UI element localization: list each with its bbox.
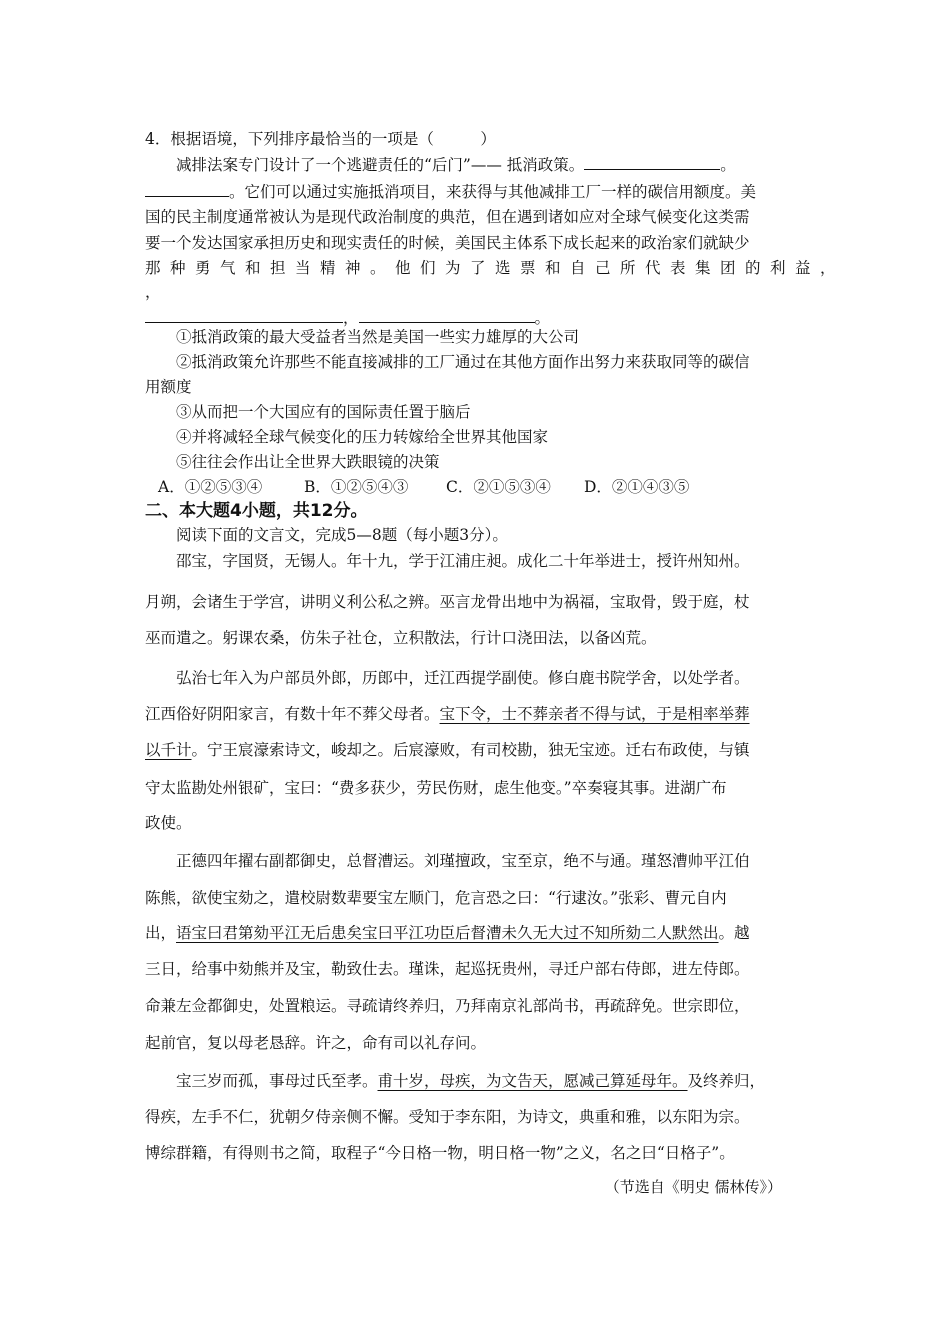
classical-text-line: 博综群籍，有得则书之简，取程子“今日格一物，明日格一物”之义，名之曰“日格子”。 [145, 1144, 735, 1162]
classical-text-line: 正德四年擢右副都御史，总督漕运。刘瑾擅政，宝至京，绝不与通。瑾怒漕帅平江伯 [176, 852, 750, 870]
section-heading: 二、本大题4小题，共12分。 [145, 501, 368, 521]
answer-blank[interactable] [145, 180, 229, 197]
passage-text: 宝三岁而孤，事母过氏至孝。 [176, 1072, 378, 1090]
classical-text-line [145, 922, 810, 944]
underlined-sentence: 甫十岁，母疾，为文告天，愿减己算延母年。 [377, 1072, 688, 1090]
underlined-sentence: 宝下令，士不葬亲者不得与试，于是相率举葬 [439, 705, 750, 723]
sentence-item: 用额度 [145, 378, 192, 396]
section-instruction: 阅读下面的文言文，完成5—8题（每小题3分）。 [176, 526, 508, 544]
classical-text-line [145, 739, 810, 761]
classical-text-line: 陈熊，欲使宝劾之，遣校尉数辈要宝左顺门，危言恐之曰：“行逮汝。”张彩、曹元自内 [145, 889, 727, 907]
classical-text-line: 起前官，复以母老恳辞。许之，命有司以礼存问。 [145, 1034, 487, 1052]
classical-text-line: 守太监勘处州银矿，宝曰：“费多获少，劳民伤财，虑生他变。”卒奏寝其事。进湖广布 [145, 779, 727, 797]
classical-text-line [176, 1070, 810, 1092]
question-4-prompt: 4．根据语境，下列排序最恰当的一项是（ ） [145, 130, 496, 148]
classical-text-line [145, 703, 810, 725]
passage-line [145, 180, 810, 203]
passage-text: 。它们可以通过实施抵消项目，来获得与其他减排工厂一样的碳信用额度。美 [229, 183, 757, 201]
passage-text: 减排法案专门设计了一个逃避责任的“后门”—— 抵消政策。 [176, 156, 585, 174]
classical-text-line: 邵宝，字国贤，无锡人。年十九，学于江浦庄昶。成化二十年举进士，授许州知州。 [176, 552, 750, 570]
passage-line [176, 153, 810, 176]
answer-blank[interactable] [359, 306, 535, 323]
classical-text-line: 弘治七年入为户部员外郎，历郎中，迁江西提学副使。修白鹿书院学舍，以处学者。 [176, 669, 750, 687]
sentence-item: ④并将减轻全球气候变化的压力转嫁给全世界其他国家 [176, 428, 549, 446]
classical-text-line: 政使。 [145, 814, 192, 832]
option-b[interactable]: B．①②⑤④③ [304, 478, 409, 496]
passage-line: 国的民主制度通常被认为是现代政治制度的典范，但在遇到诸如应对全球气候变化这类需 [145, 208, 750, 226]
classical-text-line: 巫而遣之。躬课农桑，仿朱子社仓，立积散法，行计口浇田法，以备凶荒。 [145, 629, 657, 647]
option-a[interactable]: A．①②⑤③④ [158, 478, 263, 496]
passage-text: 。越 [718, 924, 750, 942]
passage-text: 出， [145, 924, 177, 942]
classical-text-line: 得疾，左手不仁，犹朝夕侍亲侧不懈。受知于李东阳，为诗文，典重和雅，以东阳为宗。 [145, 1108, 750, 1126]
sentence-item: ②抵消政策允许那些不能直接减排的工厂通过在其他方面作出努力来获取同等的碳信 [176, 353, 750, 371]
passage-line: ， [145, 283, 161, 301]
option-d[interactable]: D．②①④③⑤ [584, 478, 690, 496]
passage-text: 。宁王宸濠索诗文，峻却之。后宸濠败，有司校勘，独无宝迹。迁右布政使，与镇 [191, 741, 750, 759]
classical-text-line: 命兼左佥都御史，处置粮运。寻疏请终养归，乃拜南京礼部尚书，再疏辞免。世宗即位， [145, 997, 750, 1015]
answer-blank[interactable] [584, 153, 720, 170]
passage-line: 要一个发达国家承担历史和现实责任的时候，美国民主体系下成长起来的政治家们就缺少 [145, 234, 750, 252]
passage-text: 。 [534, 309, 551, 327]
answer-blank[interactable] [145, 306, 343, 323]
classical-text-line: 三日，给事中劾熊并及宝，勒致仕去。瑾诛，起巡抚贵州，寻迁户部右侍郎，进左侍郎。 [145, 960, 750, 978]
answer-options [158, 476, 823, 498]
sentence-item: ⑤往往会作出让全世界大跌眼镜的决策 [176, 453, 440, 471]
passage-text: 江西俗好阴阳家言，有数十年不葬父母者。 [145, 705, 440, 723]
passage-text: ， [343, 309, 359, 327]
sentence-item: ①抵消政策的最大受益者当然是美国一些实力雄厚的大公司 [176, 328, 580, 346]
option-c[interactable]: C．②①⑤③④ [446, 478, 551, 496]
classical-text-line: 月朔，会诸生于学宫，讲明义利公私之辨。巫言龙骨出地中为祸福，宝取骨，毁于庭，杖 [145, 593, 750, 611]
passage-text: 及终养归， [687, 1072, 766, 1090]
passage-line: 那种勇气和担当精神。他们为了选票和自己所代表集团的利益， [145, 259, 846, 277]
passage-text: 。 [720, 156, 736, 174]
underlined-sentence: 以千计 [145, 741, 192, 759]
source-citation: （节选自《明史 儒林传》） [604, 1178, 782, 1196]
sentence-item: ③从而把一个大国应有的国际责任置于脑后 [176, 403, 471, 421]
underlined-sentence: 语宝曰君第劾平江无后患矣宝曰平江功臣后督漕未久无大过不知所劾二人默然出 [176, 924, 719, 942]
